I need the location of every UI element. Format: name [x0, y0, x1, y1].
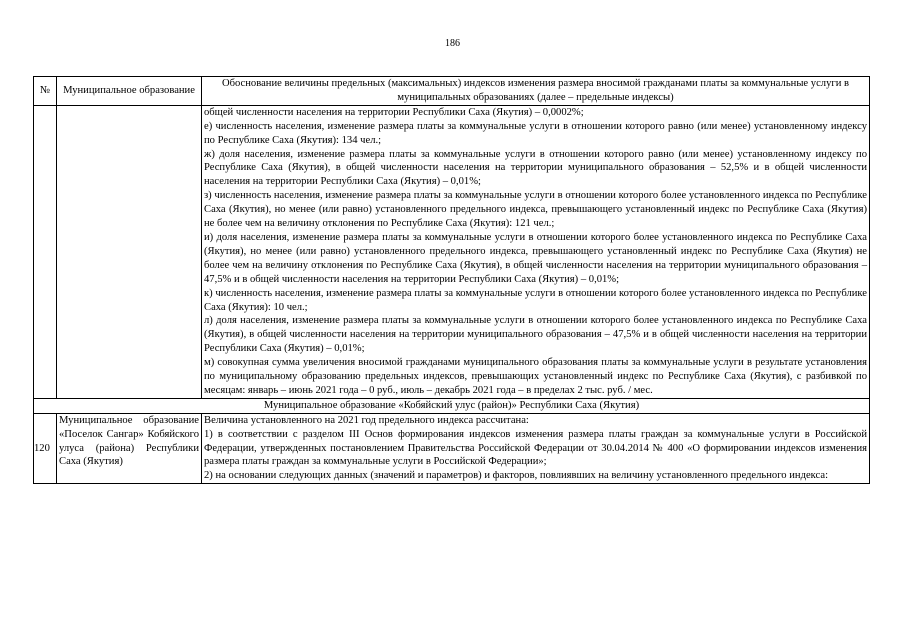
- paragraph: л) доля населения, изменение размера платы за коммунальные услуги в отношении которого более установленного индекса по Республике Саха (Якутия), в общей численности населения на территории муниципального образования – 47,5% и в общей численности населения на территории Республики Саха (Якутия) – 0,01%;: [204, 315, 867, 355]
- tariff-index-table: [33, 76, 870, 484]
- paragraph: к) численность населения, изменение размера платы за коммунальные услуги в отношении которого более установленного индекса по Республике Саха (Якутия): 10 чел.;: [204, 287, 868, 313]
- paragraph: е) численность населения, изменение размера платы за коммунальные услуги в отношении которого равно (или менее) установленному индексу по Республике Саха (Якутия): 134 чел.;: [204, 120, 867, 146]
- paragraph: Величина установленного на 2021 год предельного индекса рассчитана:: [204, 414, 529, 426]
- municipality-cell: [57, 105, 202, 398]
- paragraph: и) доля населения, изменение размера платы за коммунальные услуги в отношении которого более установленного индекса по Республике Саха (Якутия), но менее (или равно) установленного предельного индекса, превышающего установленный индекс по Республике Саха (Якутия) не более чем на величину отклонения по Республике Саха (Якутия), в общей численности населения на территории муниципального образования – 47,5% и в общей численности населения на территории Республики Саха (Якутия) – 0,01%;: [204, 231, 867, 285]
- justification-cell: [202, 105, 870, 398]
- row-number-cell: [34, 105, 57, 398]
- table-row: [34, 413, 870, 484]
- header-municipality: Муниципальное образование: [57, 77, 202, 106]
- table-row: [34, 105, 870, 398]
- row-number-cell: 120: [34, 413, 57, 484]
- paragraph: м) совокупная сумма увеличения вносимой гражданами муниципального образования платы за коммунальные услуги в результате установления по муниципальному образованию предельных индексов, превышающих установленный индекс по Республике Саха (Якутия), с разбивкой по месяцам: январь – июнь 2021 года – 0 руб., июль – декабрь 2021 года – в пределах 2 тыс. руб. / мес.: [204, 357, 867, 396]
- paragraph: 1) в соответствии с разделом III Основ формирования индексов изменения размера платы граждан за коммунальные услуги в Российской Федерации, утвержденных постановлением Правительства Российской Федерации от 30.04.2014 № 400 «О формировании индексов изменения размера платы граждан за коммунальные услуги в Российской Федерации»;: [204, 428, 867, 468]
- paragraph: 2) на основании следующих данных (значений и параметров) и факторов, повлиявших на величину установленного предельного индекса:: [204, 470, 829, 482]
- header-number: №: [34, 77, 57, 106]
- justification-cell: [202, 413, 870, 484]
- section-title-row: [34, 398, 870, 413]
- section-title: Муниципальное образование «Кобяйский улус (район)» Республики Саха (Якутия): [34, 398, 870, 413]
- paragraph: з) численность населения, изменение размера платы за коммунальные услуги в отношении которого более установленного индекса по Республике Саха (Якутия), но менее (или равно) установленного предельного индекса, превышающего установленный индекс по Республике Саха (Якутия) не более чем на величину отклонения по Республике Саха (Якутия): 121 чел.;: [204, 190, 867, 230]
- page-number: 186: [445, 38, 460, 49]
- municipality-cell: Муниципальное образование «Поселок Сангар» Кобяйского улуса (района) Республики Саха (Якутия): [57, 413, 202, 484]
- paragraph: ж) доля населения, изменение размера платы за коммунальные услуги в отношении которого равно (или менее) установленному индексу по Республике Саха (Якутия), в общей численности населения на территории муниципального образования – 52,5% и в общей численности населения на территории Республики Саха (Якутия) – 0,01%;: [204, 148, 867, 188]
- paragraph: общей численности населения на территории Республики Саха (Якутия) – 0,0002%;: [204, 106, 584, 118]
- header-justification: Обоснование величины предельных (максимальных) индексов изменения размера вносимой гражданами платы за коммунальные услуги в муниципальных образованиях (далее – предельные индексы): [202, 77, 870, 106]
- table-header-row: [34, 77, 870, 106]
